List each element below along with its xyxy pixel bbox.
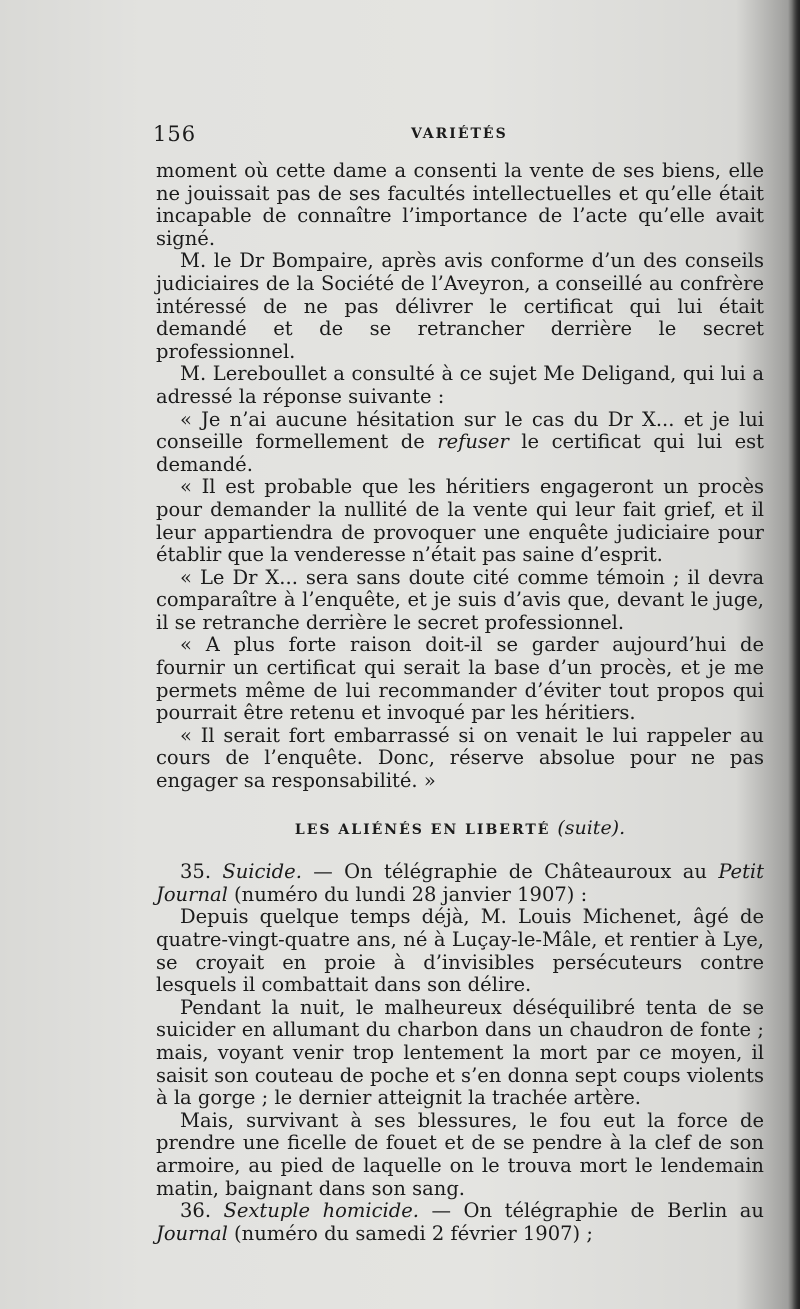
item-35-paragraph-1: Depuis quelque temps déjà, M. Louis Michenet, âgé de quatre-vingt-quatre ans, né à Luçay-le-Mâle, et rentier à Lye, se croyait en proie à d’invisibles persécuteurs contre lesquels il combattait dans son délire.: [156, 905, 764, 997]
item-number: 35.: [180, 860, 223, 884]
item-36-heading: [156, 1200, 764, 1245]
item-number: 36.: [180, 1199, 224, 1223]
quote-text: « Je n’ai aucune hésitation sur le cas du Dr X... et je lui conseille formellement de: [156, 407, 764, 454]
section-suite: (suite).: [557, 816, 626, 839]
item-title: Suicide.: [222, 860, 302, 884]
section-title: LES ALIÉNÉS EN LIBERTÉ: [294, 821, 551, 838]
item-35-paragraph-2: Pendant la nuit, le malheureux déséquilibré tenta de se suicider en allumant du charbon dans un chaudron de fonte ; mais, voyant venir trop lentement la mort par ce moyen, il saisit son couteau de poche et s’en donna sept coups violents à la gorge ; le dernier atteignit la trachée artère.: [156, 995, 764, 1110]
paragraph-bompaire: M. le Dr Bompaire, après avis conforme d’un des conseils judiciaires de la Société de l’Aveyron, a conseillé au confrère intéressé de ne pas délivrer le certificat qui lui était demandé et de se retrancher derrière le secret professionnel.: [156, 249, 764, 363]
item-35-heading: [156, 861, 764, 906]
quote-paragraph-3: « Le Dr X... sera sans doute cité comme témoin ; il devra comparaître à l’enquête, et je suis d’avis que, devant le juge, il se retranche derrière le secret professionnel.: [156, 565, 764, 634]
item-source: Journal: [156, 1221, 228, 1245]
body-text: [156, 160, 764, 1245]
item-text: — On télégraphie de Berlin au: [419, 1199, 764, 1223]
item-text: — On télégraphie de Châteauroux au: [301, 860, 719, 884]
section-heading: [156, 817, 764, 842]
item-text: (numéro du lundi 28 janvier 1907) :: [227, 882, 588, 906]
quote-paragraph-2: « Il est probable que les héritiers engageront un procès pour demander la nullité de la vente qui leur fait grief, et il leur appartiendra de provoquer une enquête judiciaire pour établir que la venderesse n’était pas saine d’esprit.: [156, 475, 764, 567]
item-35-paragraph-3: Mais, survivant à ses blessures, le fou eut la force de prendre une ficelle de fouet et de se pendre à la clef de son armoire, au pied de laquelle on le trouva mort le lendemain matin, baignant dans son sang.: [156, 1108, 764, 1200]
page-number: 156: [153, 122, 197, 146]
item-text: (numéro du samedi 2 février 1907) ;: [227, 1221, 593, 1245]
paragraph-continuation: moment où cette dame a consenti la vente de ses biens, elle ne jouissait pas de ses facultés intellectuelles et qu’elle était incapable de connaître l’importance de l’acte qu’elle avait signé.: [156, 159, 764, 250]
quote-paragraph-4: « A plus forte raison doit-il se garder aujourd’hui de fournir un certificat qui serait la base d’un procès, et je me permets même de lui recommander d’éviter tout propos qui pourrait être retenu et invoqué par les héritiers.: [156, 633, 764, 725]
running-title: VARIÉTÉS: [411, 126, 508, 142]
book-spine-shadow: [788, 0, 800, 1309]
emphasis-refuser: refuser: [437, 430, 509, 454]
quote-text: le certificat qui lui est demandé.: [156, 430, 764, 476]
quote-paragraph-5: « Il serait fort embarrassé si on venait le lui rappeler au cours de l’enquête. Donc, réserve absolue pour ne pas engager sa responsabilité. »: [156, 723, 764, 793]
item-source: Petit Journal: [156, 860, 765, 906]
quote-paragraph-1: [156, 409, 764, 477]
paragraph-lereboullet: M. Lereboullet a consulté à ce sujet Me Deligand, qui lui a adressé la réponse suivante :: [156, 362, 764, 408]
item-title: Sextuple homicide.: [223, 1199, 420, 1223]
running-head: [153, 122, 765, 152]
